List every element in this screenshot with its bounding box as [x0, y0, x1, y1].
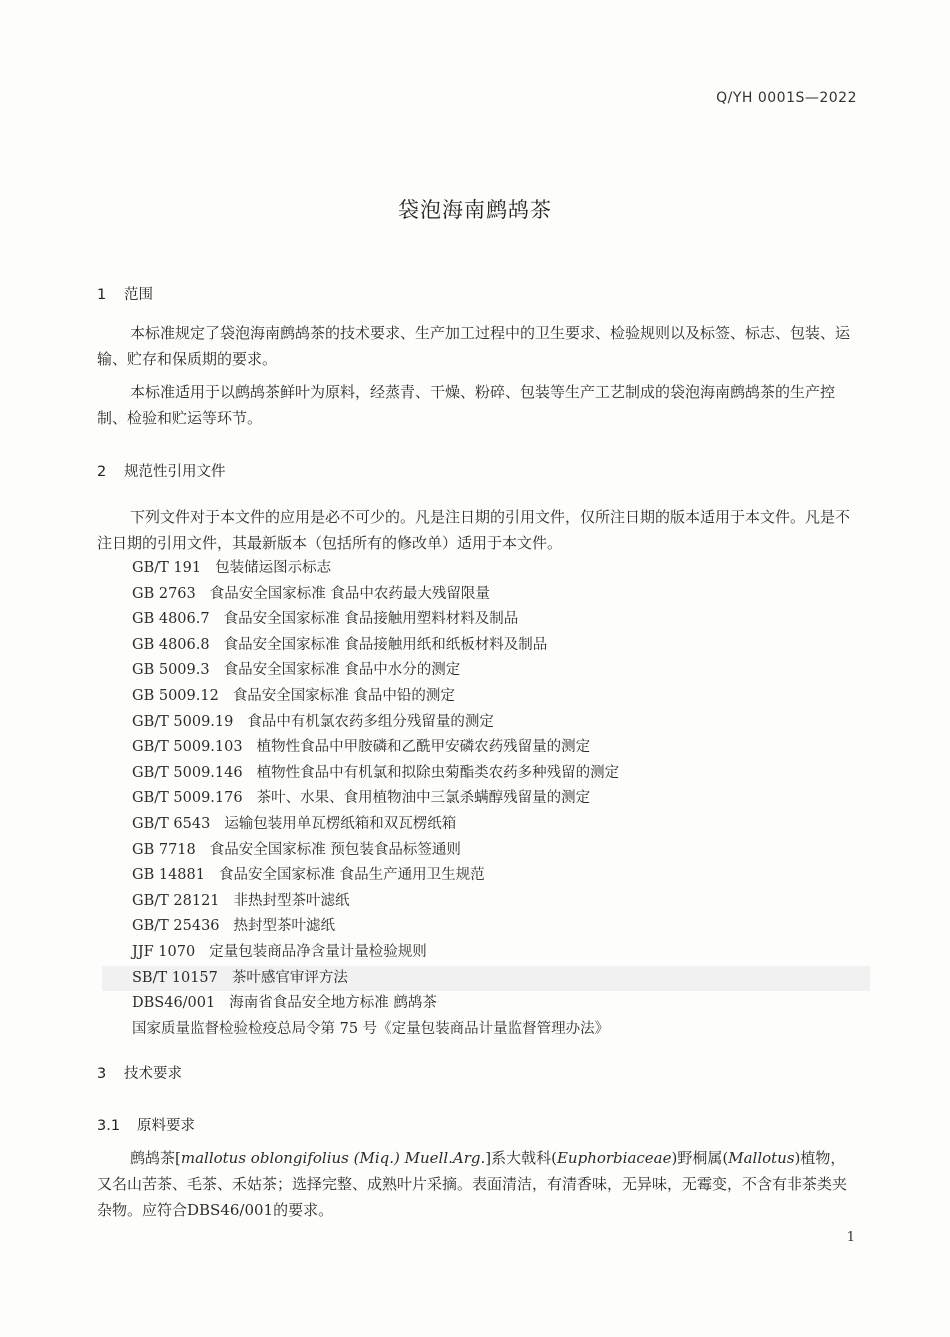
reference-code: GB/T 25436 — [132, 918, 220, 935]
reference-code: GB/T 5009.146 — [132, 764, 243, 781]
text-run: )植物，又名山苦茶、毛茶、禾姑茶；选择完整、成熟叶片采摘。表面清洁，有清香味，无异味，无霉变，不含有非茶类夹杂物。应符合DBS46/001的要求。 — [97, 1149, 848, 1219]
reference-title: 食品安全国家标准 食品接触用塑料材料及制品 — [223, 611, 519, 628]
reference-title: 非热封型茶叶滤纸 — [233, 892, 350, 909]
reference-code: GB 14881 — [132, 867, 205, 884]
reference-title: 运输包装用单瓦楞纸箱和双瓦楞纸箱 — [224, 815, 457, 832]
reference-item — [132, 1017, 870, 1043]
reference-item — [132, 838, 870, 864]
reference-title: 食品安全国家标准 食品中水分的测定 — [223, 662, 461, 679]
reference-title: 茶叶、水果、食用植物油中三氯杀螨醇残留量的测定 — [256, 790, 591, 807]
family-name: Euphorbiaceae — [556, 1149, 672, 1167]
reference-item — [132, 991, 870, 1017]
latin-name: mallotus oblongifolius (Miq.) Muell.Arg. — [180, 1149, 486, 1167]
reference-item — [132, 684, 870, 710]
reference-code: GB 2763 — [132, 585, 196, 602]
reference-item — [132, 761, 870, 787]
reference-title: 食品安全国家标准 食品接触用纸和纸板材料及制品 — [223, 636, 548, 653]
document-title: 袋泡海南鹧鸪茶 — [398, 198, 552, 222]
reference-item — [132, 710, 870, 736]
section-1-heading — [97, 283, 153, 304]
reference-title: 植物性食品中有机氯和拟除虫菊酯类农药多种残留的测定 — [256, 764, 620, 781]
reference-code: GB 5009.3 — [132, 662, 210, 679]
reference-title: 海南省食品安全地方标准 鹧鸪茶 — [229, 995, 437, 1012]
reference-list — [132, 556, 870, 1042]
reference-item — [102, 966, 870, 992]
reference-item — [132, 735, 870, 761]
reference-title: 热封型茶叶滤纸 — [233, 918, 336, 935]
raw-material-paragraph — [97, 1145, 857, 1223]
reference-title: 茶叶感官审评方法 — [231, 969, 348, 986]
section-number: 2 — [97, 464, 107, 480]
references-intro: 下列文件对于本文件的应用是必不可少的。凡是注日期的引用文件，仅所注日期的版本适用于本文件。凡是不注日期的引用文件，其最新版本（包括所有的修改单）适用于本文件。 — [97, 508, 851, 552]
reference-item — [132, 556, 870, 582]
document-code: Q/YH 0001S—2022 — [716, 90, 857, 106]
reference-code: GB/T 6543 — [132, 815, 211, 832]
reference-item — [132, 889, 870, 915]
subsection-title: 原料要求 — [137, 1118, 195, 1134]
subsection-number: 3.1 — [97, 1118, 121, 1134]
reference-code: GB 4806.8 — [132, 636, 210, 653]
reference-code: GB/T 5009.19 — [132, 713, 234, 730]
reference-item — [132, 658, 870, 684]
reference-title: 国家质量监督检验检疫总局令第 75 号《定量包装商品计量监督管理办法》 — [132, 1020, 610, 1037]
reference-code: GB/T 5009.103 — [132, 739, 243, 756]
reference-code: GB/T 191 — [132, 560, 202, 576]
section-number: 1 — [97, 287, 107, 303]
reference-item — [132, 940, 870, 966]
section-title: 范围 — [124, 287, 153, 303]
reference-item — [132, 914, 870, 940]
reference-title: 植物性食品中甲胺磷和乙酰甲安磷农药残留量的测定 — [256, 739, 591, 756]
scope-paragraph-2: 本标准适用于以鹧鸪茶鲜叶为原料，经蒸青、干燥、粉碎、包装等生产工艺制成的袋泡海南鹧鸪茶的生产控制、检验和贮运等环节。 — [97, 383, 836, 427]
page-number: 1 — [846, 1230, 855, 1245]
text-run: )野桐属( — [671, 1149, 729, 1167]
section-number: 3 — [97, 1066, 107, 1082]
reference-title: 食品安全国家标准 预包装食品标签通则 — [209, 841, 461, 858]
reference-item — [132, 633, 870, 659]
section-title: 技术要求 — [124, 1066, 182, 1082]
reference-item — [132, 607, 870, 633]
reference-code: GB 5009.12 — [132, 687, 219, 704]
reference-item — [132, 863, 870, 889]
reference-code: SB/T 10157 — [132, 969, 218, 986]
reference-title: 食品安全国家标准 食品中农药最大残留限量 — [209, 585, 490, 602]
text-run: ]系大戟科( — [485, 1149, 557, 1167]
subsection-3-1-heading — [97, 1114, 195, 1135]
reference-title: 定量包装商品净含量计量检验规则 — [209, 943, 427, 960]
reference-title: 食品安全国家标准 食品生产通用卫生规范 — [218, 867, 485, 884]
reference-item — [132, 812, 870, 838]
section-3-heading — [97, 1062, 182, 1083]
section-2-heading — [97, 460, 226, 481]
reference-code: DBS46/001 — [132, 995, 216, 1012]
text-run: 鹧鸪茶[ — [130, 1149, 181, 1167]
reference-code: GB/T 28121 — [132, 892, 220, 909]
reference-title: 食品安全国家标准 食品中铅的测定 — [232, 687, 455, 704]
reference-item — [132, 582, 870, 608]
genus-name: Mallotus — [728, 1149, 795, 1167]
section-title: 规范性引用文件 — [124, 464, 226, 480]
reference-title: 食品中有机氯农药多组分残留量的测定 — [247, 713, 494, 730]
reference-title: 包装储运图示标志 — [215, 560, 332, 576]
reference-code: GB 4806.7 — [132, 611, 210, 628]
reference-code: GB 7718 — [132, 841, 196, 858]
reference-item — [132, 786, 870, 812]
reference-code: GB/T 5009.176 — [132, 790, 243, 807]
reference-code: JJF 1070 — [132, 943, 196, 960]
scope-paragraph-1: 本标准规定了袋泡海南鹧鸪茶的技术要求、生产加工过程中的卫生要求、检验规则以及标签、标志、包装、运输、贮存和保质期的要求。 — [97, 324, 851, 368]
